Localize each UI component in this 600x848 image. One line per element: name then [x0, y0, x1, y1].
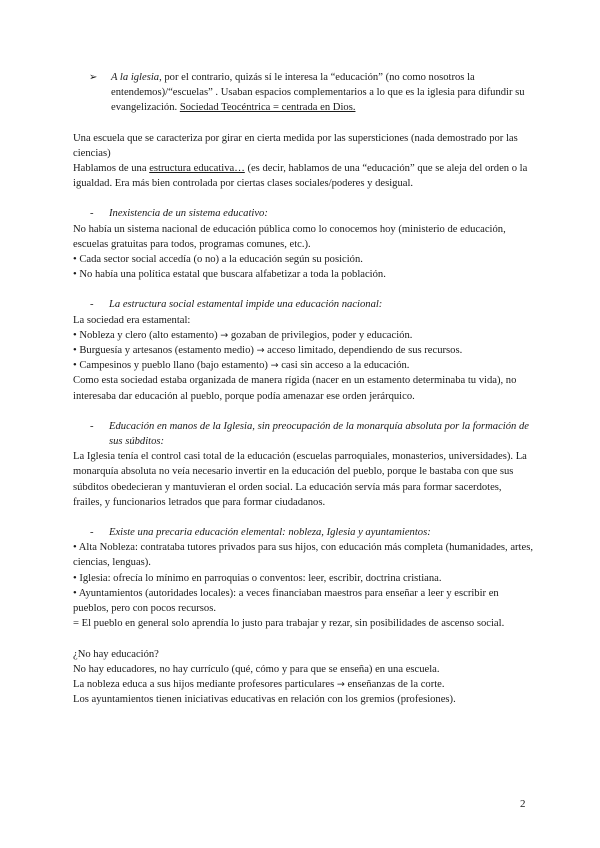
right-arrow-icon: →: [336, 678, 345, 690]
bullet-item: • Burguesía y artesanos (estamento medio) → acceso limitado, dependiendo de sus recursos.: [73, 345, 463, 357]
arrow-bullet-icon: ➢: [89, 72, 98, 83]
intro-underlined: Sociedad Teocéntrica = centrada en Dios.: [179, 102, 356, 114]
para1-line2: Hablamos de una estructura educativa… (es decir, hablamos de una “educación” que se aleja del orden o la igualdad. Era más bien controlada por ciertas clases sociales/poderes y desigual.: [73, 163, 528, 190]
section-text: La sociedad era estamental:: [73, 314, 191, 326]
section-heading: - Inexistencia de un sistema educativo:: [90, 208, 268, 220]
right-arrow-icon: →: [256, 345, 265, 357]
closing-line: La nobleza educa a sus hijos mediante profesores particulares → enseñanzas de la corte.: [73, 678, 445, 690]
bullet-item: • Cada sector social accedía (o no) a la educación según su posición.: [73, 254, 363, 266]
bullet-item: • Ayuntamientos (autoridades locales): a veces financiaban maestros para enseñar a leer y escribir en pueblos, pero con pocos recursos.: [73, 587, 499, 615]
bullet-item: • Nobleza y clero (alto estamento) → gozaban de privilegios, poder y educación.: [73, 329, 413, 341]
right-arrow-icon: →: [220, 329, 229, 341]
section-heading: - Educación en manos de la Iglesia, sin preocupación de la monarquía absoluta por la formación de sus súbditos:: [90, 420, 529, 448]
section-heading: - La estructura social estamental impide una educación nacional:: [90, 299, 383, 311]
bullet-item: • Campesinos y pueblo llano (bajo estamento) → casi sin acceso a la educación.: [73, 360, 410, 372]
bullet-item: • Iglesia: ofrecía lo mínimo en parroquias o conventos: leer, escribir, doctrina cristiana.: [73, 572, 442, 584]
para1-line1: Una escuela que se caracteriza por girar en cierta medida por las supersticiones (nada demostrado por las ciencias): [73, 132, 518, 159]
section-text: Como esta sociedad estaba organizada de manera rígida (nacer en un estamento determinaba tu vida), no interesaba dar educación al pueblo, porque podía amenazar ese orden jerárquico.: [73, 375, 517, 402]
page-number: 2: [520, 798, 526, 810]
closing-question: ¿No hay educación?: [73, 648, 159, 660]
para1-underlined: estructura educativa…: [149, 163, 245, 175]
conclusion-line: = El pueblo en general solo aprendía lo justo para trabajar y rezar, sin posibilidades de ascenso social.: [73, 618, 505, 630]
right-arrow-icon: →: [270, 360, 279, 372]
document-page: [73, 70, 533, 707]
intro-bullet: [73, 70, 533, 116]
intro-text: , por el contrario, quizás sí le interesa la “educación” (no como nosotros la entendemos)/“escuelas” . Usaban espacios complementarios a lo que es la iglesia para difundir su evangelización.: [111, 72, 525, 114]
section-text: No había un sistema nacional de educación pública como lo conocemos hoy (ministerio de educación, escuelas gratuitas para todos, programas comunes, etc.).: [73, 223, 506, 250]
bullet-item: • No había una política estatal que buscara alfabetizar a toda la población.: [73, 269, 386, 281]
intro-title: A la iglesia: [111, 72, 160, 83]
section-heading: - Existe una precaria educación elemental: nobleza, Iglesia y ayuntamientos:: [90, 527, 431, 539]
bullet-item: • Alta Nobleza: contrataba tutores privados para sus hijos, con educación más completa (humanidades, artes, ciencias, lenguas).: [73, 542, 533, 569]
section-text: La Iglesia tenía el control casi total de la educación (escuelas parroquiales, monasterios, universidades). La monarquía absoluta no veía necesario invertir en la educación del pueblo, porque le bastaba con que sus súbditos obedecieran y mantuvieran el orden social. La educación servía más para formar sacerdotes, frailes, y funcionarios letrados que para formar ciudadanos.: [73, 451, 527, 508]
closing-line: Los ayuntamientos tienen iniciativas educativas en relación con los gremios (profesiones).: [73, 694, 456, 706]
closing-line: No hay educadores, no hay currículo (qué, cómo y para que se enseña) en una escuela.: [73, 663, 440, 675]
